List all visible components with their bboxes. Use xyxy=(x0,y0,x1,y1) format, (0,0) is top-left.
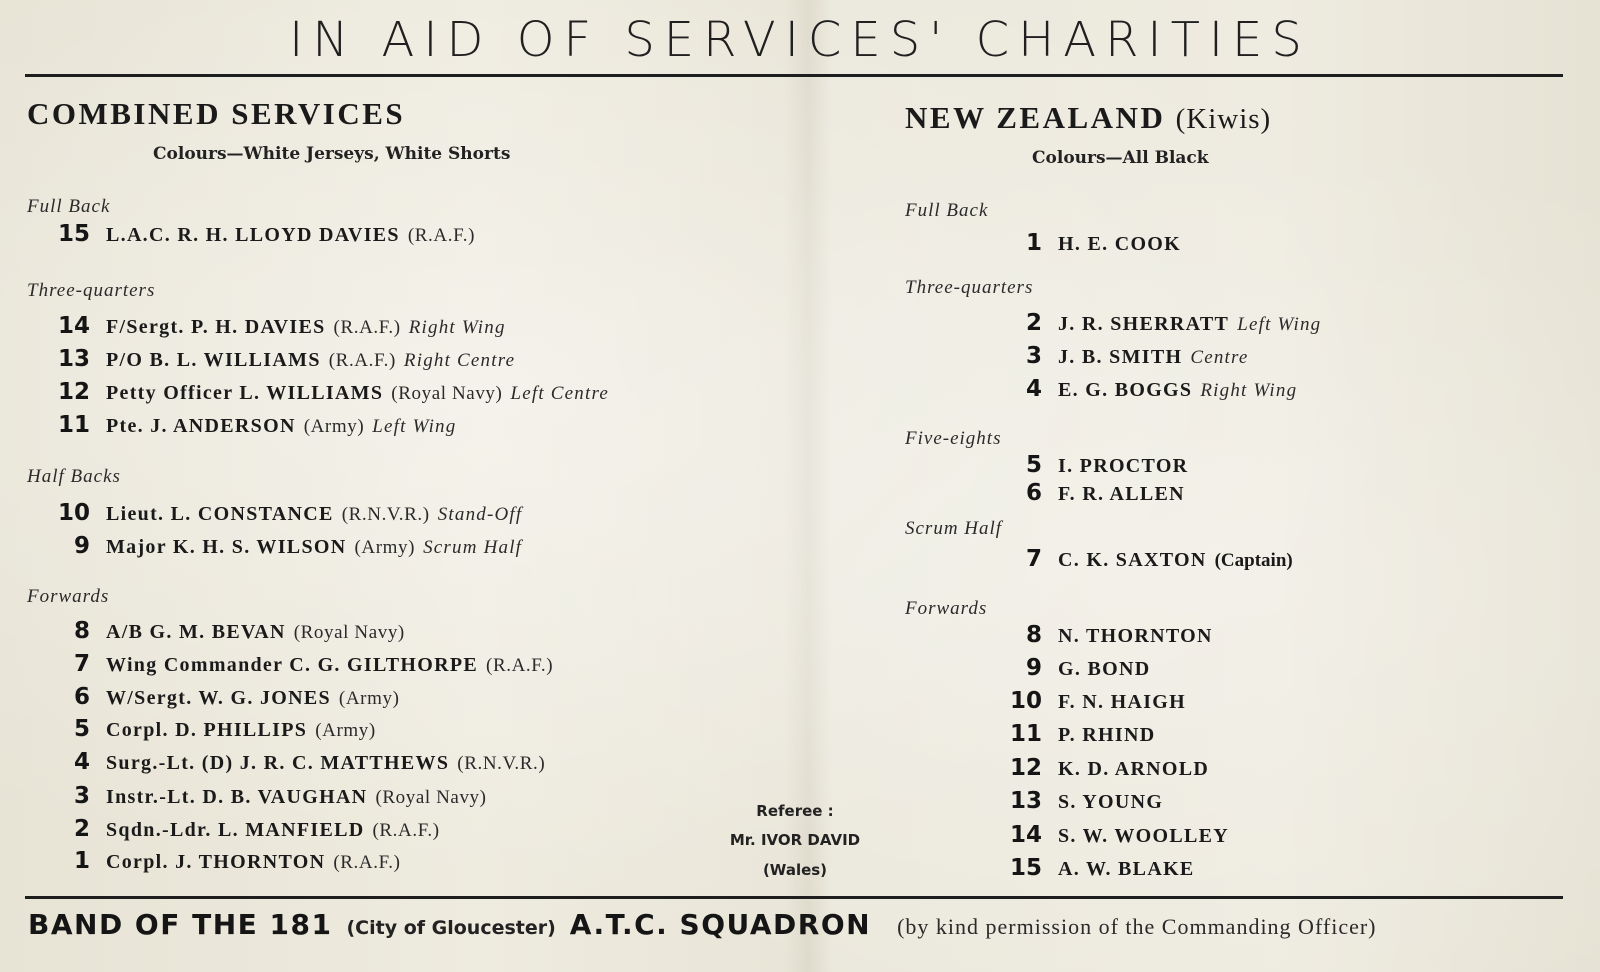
player-name: J. R. SHERRATT xyxy=(1058,313,1230,335)
player-unit: (Army) xyxy=(354,537,416,558)
player-unit: (Army) xyxy=(315,720,376,741)
player-number: 11 xyxy=(1009,721,1042,747)
player-number: 1 xyxy=(73,848,90,874)
player-number: 12 xyxy=(1009,755,1042,781)
player-number: 14 xyxy=(57,313,90,339)
player-number: 6 xyxy=(73,684,90,710)
player-name: Pte. J. ANDERSON xyxy=(106,415,296,437)
right-section-three-quarters: Three-quarters xyxy=(905,277,1034,298)
right-team-colours: Colours—All Black xyxy=(1032,148,1209,168)
left-player-3 xyxy=(48,783,487,809)
band-name: BAND OF THE 181 xyxy=(28,908,333,941)
left-section-forwards: Forwards xyxy=(27,586,110,607)
player-number: 8 xyxy=(1025,622,1042,648)
player-name: Major K. H. S. WILSON xyxy=(106,536,347,558)
left-section-three-quarters: Three-quarters xyxy=(27,280,156,301)
player-unit: (Royal Navy) xyxy=(375,787,487,808)
player-position: Scrum Half xyxy=(423,537,523,558)
player-unit: (R.A.F.) xyxy=(328,350,396,371)
player-unit: (R.N.V.R.) xyxy=(341,504,430,525)
player-number: 10 xyxy=(57,500,90,526)
player-name: P. RHIND xyxy=(1058,724,1156,746)
player-name: S. YOUNG xyxy=(1058,791,1164,813)
player-name: K. D. ARNOLD xyxy=(1058,758,1210,780)
player-unit: (R.A.F.) xyxy=(333,852,401,873)
player-number: 7 xyxy=(73,651,90,677)
player-unit: (R.A.F.) xyxy=(407,225,476,246)
player-position: Left Centre xyxy=(510,383,609,404)
right-player-8 xyxy=(1000,622,1213,648)
left-player-7 xyxy=(48,651,553,677)
right-player-14 xyxy=(1000,822,1229,848)
player-number: 15 xyxy=(57,221,90,247)
player-number: 5 xyxy=(73,716,90,742)
player-number: 2 xyxy=(1025,310,1042,336)
player-unit: (R.N.V.R.) xyxy=(457,753,546,774)
player-name: F. R. ALLEN xyxy=(1058,483,1185,505)
player-name: C. K. SAXTON xyxy=(1058,549,1207,571)
player-unit: (Army) xyxy=(303,416,365,437)
player-name: A/B G. M. BEVAN xyxy=(106,621,286,643)
player-number: 9 xyxy=(1025,655,1042,681)
left-player-12 xyxy=(48,379,609,405)
right-player-9 xyxy=(1000,655,1150,681)
top-rule xyxy=(25,74,1563,77)
player-position: Centre xyxy=(1190,347,1249,368)
band-squadron: A.T.C. SQUADRON xyxy=(569,908,872,941)
player-unit: (Royal Navy) xyxy=(391,383,503,404)
player-unit: (R.A.F.) xyxy=(333,317,401,338)
player-unit: (Army) xyxy=(338,688,400,709)
referee-country: (Wales) xyxy=(762,861,828,879)
player-name: Instr.-Lt. D. B. VAUGHAN xyxy=(106,786,368,808)
left-player-6 xyxy=(48,684,400,710)
player-name: J. B. SMITH xyxy=(1058,346,1183,368)
left-player-8 xyxy=(48,618,405,644)
player-number: 12 xyxy=(57,379,90,405)
player-number: 2 xyxy=(73,816,90,842)
player-name: Sqdn.-Ldr. L. MANFIELD xyxy=(106,819,365,841)
player-unit: (Royal Navy) xyxy=(293,622,405,643)
player-name: I. PROCTOR xyxy=(1058,455,1189,477)
right-player-1 xyxy=(1000,230,1181,256)
player-name: Surg.-Lt. (D) J. R. C. MATTHEWS xyxy=(106,752,450,774)
player-name: L.A.C. R. H. LLOYD DAVIES xyxy=(106,224,400,246)
player-name: Wing Commander C. G. GILTHORPE xyxy=(106,654,479,676)
player-name: Petty Officer L. WILLIAMS xyxy=(106,382,384,404)
player-name: A. W. BLAKE xyxy=(1058,858,1195,880)
right-player-10 xyxy=(1000,688,1186,714)
player-name: F/Sergt. P. H. DAVIES xyxy=(106,316,326,338)
left-player-2 xyxy=(48,816,440,842)
player-number: 5 xyxy=(1025,452,1042,478)
right-team-name xyxy=(905,100,1271,136)
right-player-13 xyxy=(1000,788,1163,814)
player-number: 1 xyxy=(1025,230,1042,256)
right-player-11 xyxy=(1000,721,1155,747)
right-player-15 xyxy=(1000,855,1195,881)
captain-marker: (Captain) xyxy=(1214,550,1293,571)
left-player-14 xyxy=(48,313,506,339)
left-player-15 xyxy=(48,221,475,247)
right-section-scrum-half: Scrum Half xyxy=(905,518,1003,539)
bottom-rule xyxy=(25,896,1563,899)
referee-label: Referee : xyxy=(756,802,834,820)
player-number: 6 xyxy=(1025,480,1042,506)
player-number: 4 xyxy=(73,749,90,775)
player-unit: (R.A.F.) xyxy=(372,820,440,841)
player-number: 3 xyxy=(73,783,90,809)
right-player-6 xyxy=(1000,480,1185,506)
left-player-5 xyxy=(48,716,376,742)
player-position: Right Wing xyxy=(1200,380,1298,401)
right-player-4 xyxy=(1000,376,1297,402)
left-player-13 xyxy=(48,346,515,372)
player-position: Right Wing xyxy=(408,317,506,338)
left-section-half-backs: Half Backs xyxy=(27,466,121,487)
player-number: 7 xyxy=(1025,546,1042,572)
left-player-11 xyxy=(48,412,456,438)
player-name: P/O B. L. WILLIAMS xyxy=(106,349,321,371)
player-number: 13 xyxy=(1009,788,1042,814)
page-title: IN AID OF SERVICES' CHARITIES xyxy=(289,12,1311,68)
left-team-colours: Colours—White Jerseys, White Shorts xyxy=(153,144,511,164)
right-section-five-eights: Five-eights xyxy=(905,428,1002,449)
right-team-tag: (Kiwis) xyxy=(1175,103,1272,135)
player-name: S. W. WOOLLEY xyxy=(1058,825,1230,847)
right-player-12 xyxy=(1000,755,1209,781)
player-position: Left Wing xyxy=(1237,314,1322,335)
right-section-forwards: Forwards xyxy=(905,598,988,619)
player-position: Left Wing xyxy=(372,416,457,437)
player-number: 10 xyxy=(1009,688,1042,714)
right-player-2 xyxy=(1000,310,1321,336)
referee-name: Mr. IVOR DAVID xyxy=(729,831,861,849)
player-name: G. BOND xyxy=(1058,658,1151,680)
left-player-4 xyxy=(48,749,545,775)
player-name: N. THORNTON xyxy=(1058,625,1213,647)
player-name: E. G. BOGGS xyxy=(1058,379,1193,401)
right-team-title: NEW ZEALAND xyxy=(905,100,1166,135)
left-section-full-back: Full Back xyxy=(27,196,111,217)
player-name: Lieut. L. CONSTANCE xyxy=(106,503,334,525)
band-permission: (by kind permission of the Commanding Officer) xyxy=(897,914,1377,939)
player-name: F. N. HAIGH xyxy=(1058,691,1187,713)
player-name: Corpl. J. THORNTON xyxy=(106,851,326,873)
player-name: Corpl. D. PHILLIPS xyxy=(106,719,308,741)
left-player-9 xyxy=(48,533,522,559)
player-position: Right Centre xyxy=(403,350,516,371)
right-player-3 xyxy=(1000,343,1249,369)
player-number: 4 xyxy=(1025,376,1042,402)
player-name: W/Sergt. W. G. JONES xyxy=(106,687,331,709)
player-number: 14 xyxy=(1009,822,1042,848)
player-number: 8 xyxy=(73,618,90,644)
left-team-name: COMBINED SERVICES xyxy=(27,96,406,131)
left-player-10 xyxy=(48,500,522,526)
band-credit xyxy=(28,908,1377,941)
player-number: 9 xyxy=(73,533,90,559)
right-player-5 xyxy=(1000,452,1188,478)
right-section-full-back: Full Back xyxy=(905,200,989,221)
player-position: Stand-Off xyxy=(437,504,523,525)
band-city: (City of Gloucester) xyxy=(346,917,556,939)
right-player-7 xyxy=(1000,546,1293,572)
player-number: 3 xyxy=(1025,343,1042,369)
player-number: 15 xyxy=(1009,855,1042,881)
player-number: 13 xyxy=(57,346,90,372)
player-name: H. E. COOK xyxy=(1058,233,1182,255)
left-player-1 xyxy=(48,848,401,874)
player-unit: (R.A.F.) xyxy=(486,655,554,676)
player-number: 11 xyxy=(57,412,90,438)
